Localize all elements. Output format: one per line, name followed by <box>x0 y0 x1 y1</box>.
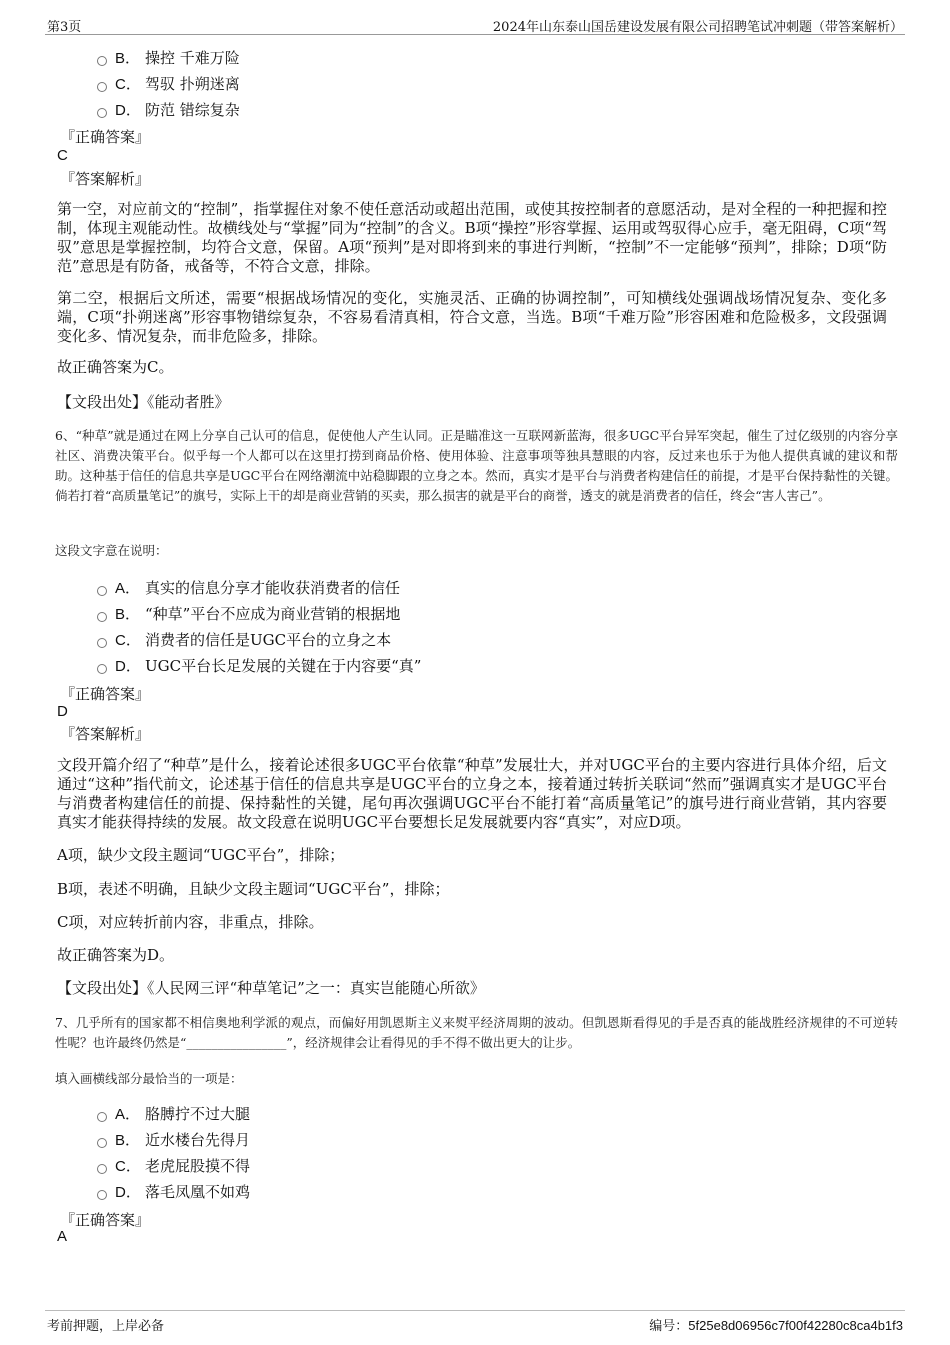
q6-analysis-label: 『答案解析』 <box>60 725 151 743</box>
q6-analysis-paragraph: B项，表述不明确，且缺少文段主题词“UGC平台”，排除； <box>57 880 450 898</box>
q7-stem: 7、几乎所有的国家都不相信奥地利学派的观点，而偏好用凯恩斯主义来熨平经济周期的波动。但凯恩斯看得见的手是否真的能战胜经济规律的不可逆转性呢？也许最终仍然是“________________”，经济规律会让看得见的手不得不做出更大的让步。 <box>55 1015 898 1050</box>
q5-analysis-label: 『答案解析』 <box>60 170 151 188</box>
q7-option-a[interactable]: A． 胳膊拧不过大腿 <box>97 1103 250 1125</box>
q5-conclusion: 故正确答案为C。 <box>57 358 174 376</box>
q6-option-a[interactable]: A． 真实的信息分享才能收获消费者的信任 <box>97 577 400 599</box>
q5-source: 【文段出处】《能动者胜》 <box>57 393 230 411</box>
radio-icon[interactable] <box>97 1112 107 1122</box>
q6-answer: D <box>57 703 68 720</box>
q6-source: 【文段出处】《人民网三评“种草笔记”之一：真实岂能随心所欲》 <box>57 979 485 997</box>
q6-analysis-paragraph: 文段开篇介绍了“种草”是什么，接着论述很多UGC平台依靠“种草”发展壮大，并对UGC平台的主要内容进行具体介绍，后文通过“这种”指代前文，论述基于信任的信息共享是UGC平台的立身之本，接着通过转折关联词“然而”强调真实才是UGC平台与消费者构建信任的前提、保持黏性的关键，尾句再次强调UGC平台不能打着“高质量笔记”的旗号进行商业营销，其内容要真实才能获得持续的发展。故文段意在说明UGC平台要想长足发展就要内容“真实”，对应D项。 <box>57 756 887 831</box>
q6-analysis-paragraph: C项，对应转折前内容，非重点，排除。 <box>57 913 324 931</box>
radio-icon[interactable] <box>97 108 107 118</box>
q6-option-b[interactable]: B． “种草”平台不应成为商业营销的根据地 <box>97 603 400 625</box>
q6-conclusion: 故正确答案为D。 <box>57 946 175 964</box>
radio-icon[interactable] <box>97 56 107 66</box>
radio-icon[interactable] <box>97 1190 107 1200</box>
q5-analysis-paragraph: 第一空，对应前文的“控制”，指掌握住对象不使任意活动或超出范围，或使其按控制者的意愿活动，是对全程的一种把握和控制，体现主观能动性。故横线处与“掌握”同为“控制”的含义。B项“操控”形容掌握、运用或驾驭得心应手，毫无阻碍，C项“驾驭”意思是掌握控制，均符合文意，保留。A项“预判”是对即将到来的事进行判断，“控制”不一定能够“预判”，排除；D项“防范”意思是有防备，戒备等，不符合文意，排除。 <box>57 200 887 275</box>
q6-option-c[interactable]: C． 消费者的信任是UGC平台的立身之本 <box>97 629 391 651</box>
radio-icon[interactable] <box>97 82 107 92</box>
radio-icon[interactable] <box>97 1138 107 1148</box>
q6-answer-label: 『正确答案』 <box>60 685 151 703</box>
q5-option-d[interactable]: D． 防范 错综复杂 <box>97 99 240 121</box>
page-footer <box>45 1310 905 1335</box>
q7-prompt: 填入画横线部分最恰当的一项是： <box>55 1071 243 1086</box>
q5-answer: C <box>57 147 68 164</box>
q6-stem: 6、“种草”就是通过在网上分享自己认可的信息，促使他人产生认同。正是瞄准这一互联网新蓝海，很多UGC平台异军突起，催生了过亿级别的内容分享社区、消费决策平台。似乎每一个人都可以在这里打捞到商品价格、使用体验、注意事项等独具慧眼的内容，反过来也乐于为他人提供真诚的建议和帮助。这种基于信任的信息共享是UGC平台在网络潮流中站稳脚跟的立身之本。然而，真实才是平台与消费者构建信任的前提，才是平台保持黏性的关键。倘若打着“高质量笔记”的旗号，实际上干的却是商业营销的买卖，那么损害的就是平台的商誉，透支的就是消费者的信任，终会“害人害己”。 <box>55 428 898 503</box>
radio-icon[interactable] <box>97 638 107 648</box>
q5-option-c[interactable]: C． 驾驭 扑朔迷离 <box>97 73 240 95</box>
q7-option-c[interactable]: C． 老虎屁股摸不得 <box>97 1155 250 1177</box>
q6-prompt: 这段文字意在说明： <box>55 543 168 558</box>
radio-icon[interactable] <box>97 612 107 622</box>
q7-answer: A <box>57 1228 68 1245</box>
q5-answer-label: 『正确答案』 <box>60 128 151 146</box>
radio-icon[interactable] <box>97 1164 107 1174</box>
q5-analysis-paragraph: 第二空，根据后文所述，需要“根据战场情况的变化，实施灵活、正确的协调控制”，可知横线处强调战场情况复杂、变化多端，C项“扑朔迷离”形容事物错综复杂，不容易看清真相，符合文意，当选。B项“千难万险”形容困难和危险极多，文段强调变化多、情况复杂，而非危险多，排除。 <box>57 289 887 345</box>
page-number: 第3页 <box>47 20 82 35</box>
document-id: 编号：5f25e8d06956c7f00f42280c8ca4b1f3 <box>649 1318 903 1333</box>
radio-icon[interactable] <box>97 586 107 596</box>
q7-answer-label: 『正确答案』 <box>60 1211 151 1229</box>
footer-slogan: 考前押题，上岸必备 <box>47 1319 165 1334</box>
q6-analysis-paragraph: A项，缺少文段主题词“UGC平台”，排除； <box>57 846 345 864</box>
q7-option-d[interactable]: D． 落毛凤凰不如鸡 <box>97 1181 250 1203</box>
page-header <box>45 14 905 35</box>
q5-option-b[interactable]: B． 操控 千难万险 <box>97 47 240 69</box>
q7-option-b[interactable]: B． 近水楼台先得月 <box>97 1129 250 1151</box>
radio-icon[interactable] <box>97 664 107 674</box>
document-title: 2024年山东泰山国岳建设发展有限公司招聘笔试冲刺题（带答案解析） <box>492 20 903 35</box>
q6-option-d[interactable]: D． UGC平台长足发展的关键在于内容要“真” <box>97 655 421 677</box>
